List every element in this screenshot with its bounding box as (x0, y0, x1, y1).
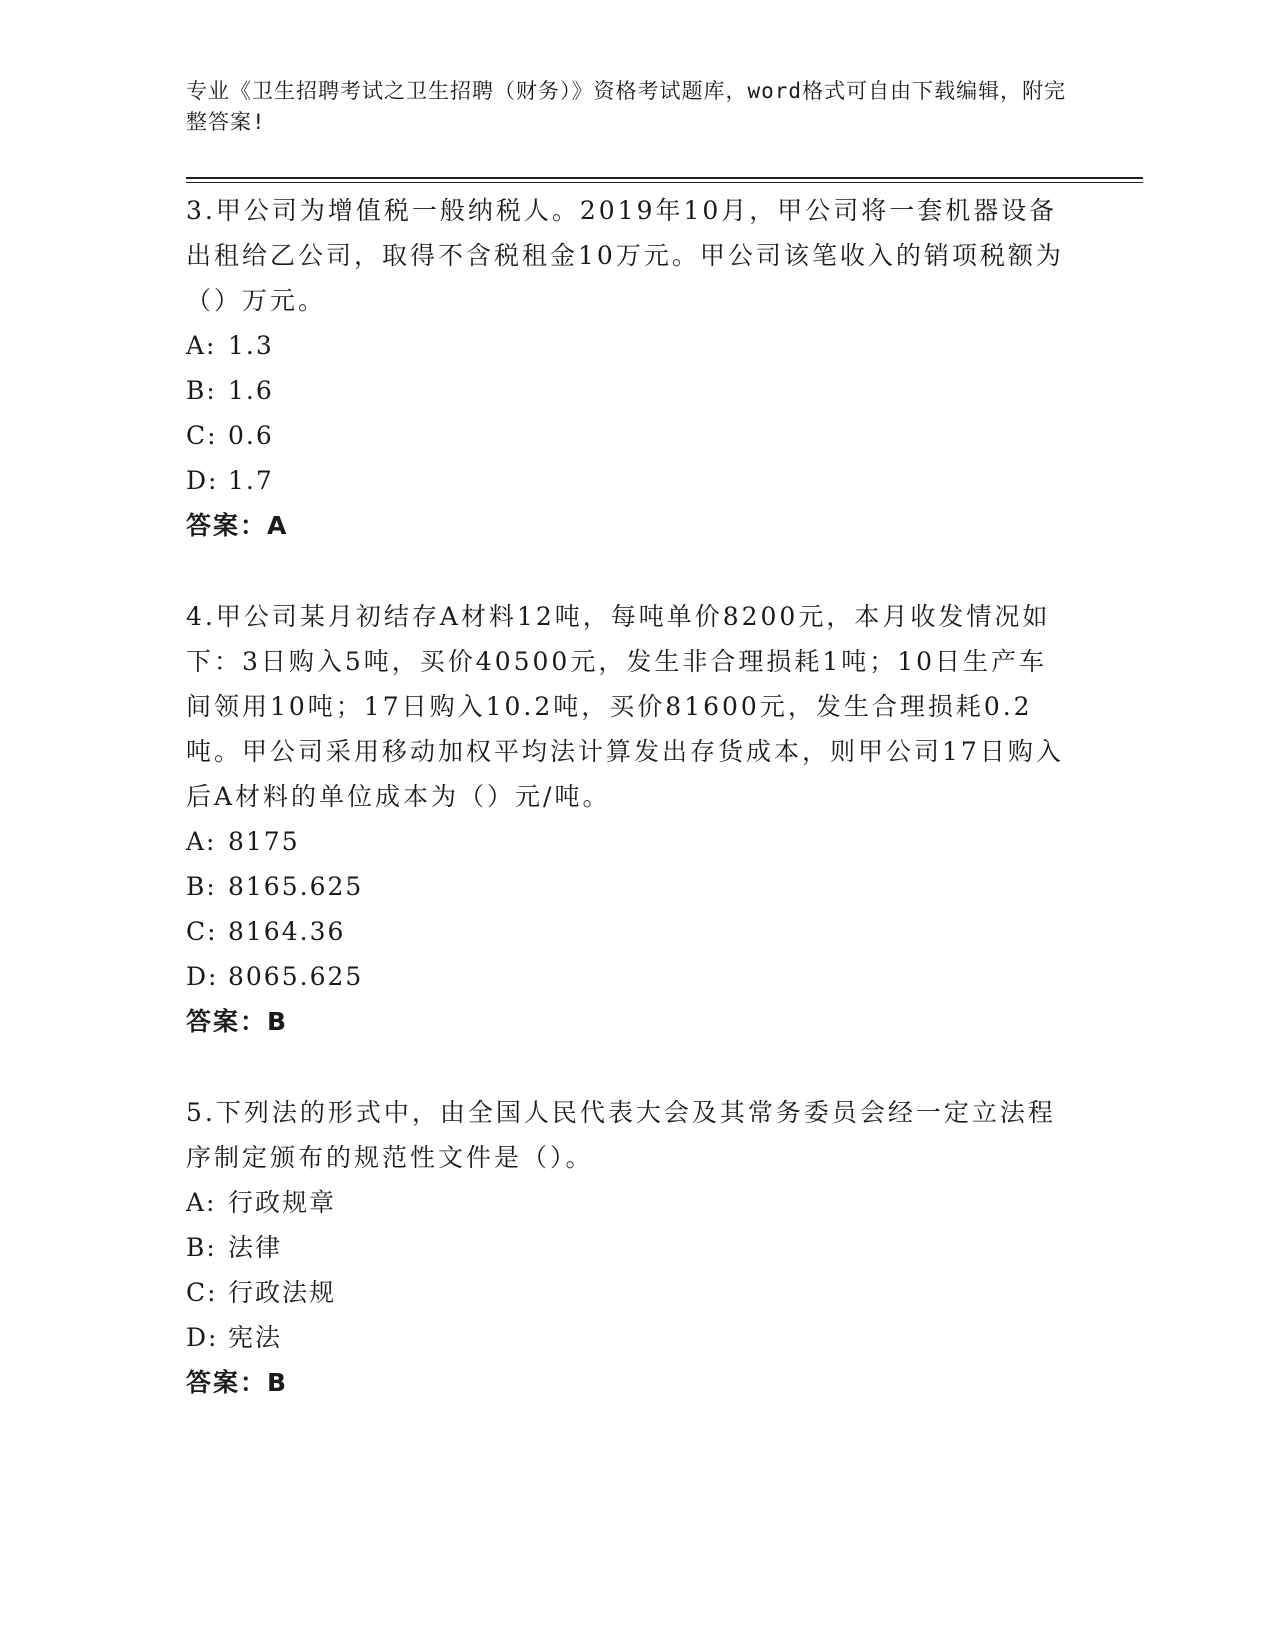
question-5 (186, 1090, 1066, 1405)
header-divider-thin (186, 182, 1143, 183)
option-letter: D: (186, 962, 219, 991)
option-text: 1.3 (228, 331, 274, 360)
answer-line: 答案：B (186, 1368, 289, 1397)
option-a (186, 819, 1066, 864)
option-letter: D: (186, 466, 219, 495)
question-list (186, 188, 1066, 1451)
option-text: 8065.625 (228, 962, 364, 991)
option-letter: B: (186, 1233, 217, 1262)
option-text: 8164.36 (228, 917, 346, 946)
option-text: 0.6 (228, 421, 274, 450)
header-divider-thick (186, 177, 1143, 179)
question-4 (186, 594, 1066, 1044)
option-text: 8175 (228, 827, 300, 856)
question-stem: 4.甲公司某月初结存A材料12吨，每吨单价8200元，本月收发情况如下：3日购入5吨，买价40500元，发生非合理损耗1吨；10日生产车间领用10吨；17日购入10.2吨，买价81600元，发生合理损耗0.2吨。甲公司采用移动加权平均法计算发出存货成本，则甲公司17日购入后A材料的单位成本为（）元/吨。 (186, 602, 1064, 811)
option-text: 法律 (228, 1233, 283, 1262)
option-letter: A: (186, 331, 217, 360)
option-letter: C: (186, 1278, 218, 1307)
option-text: 行政规章 (228, 1188, 337, 1217)
option-d (186, 954, 1066, 999)
answer-line: 答案：B (186, 1007, 289, 1036)
option-c (186, 413, 1066, 458)
document-header: 专业《卫生招聘考试之卫生招聘（财务）》资格考试题库，word格式可自由下载编辑，附完整答案! (186, 79, 1067, 134)
option-a (186, 1180, 1066, 1225)
option-b (186, 864, 1066, 909)
option-letter: A: (186, 827, 217, 856)
option-letter: D: (186, 1323, 219, 1352)
option-letter: C: (186, 421, 218, 450)
option-c (186, 1270, 1066, 1315)
option-b (186, 368, 1066, 413)
question-stem: 5.下列法的形式中，由全国人民代表大会及其常务委员会经一定立法程序制定颁布的规范性文件是（）。 (186, 1098, 1056, 1172)
question-stem: 3.甲公司为增值税一般纳税人。2019年10月，甲公司将一套机器设备出租给乙公司，取得不含税租金10万元。甲公司该笔收入的销项税额为（）万元。 (186, 196, 1064, 315)
option-letter: A: (186, 1188, 217, 1217)
option-d (186, 1315, 1066, 1360)
option-text: 8165.625 (228, 872, 364, 901)
option-letter: B: (186, 872, 217, 901)
option-text: 1.7 (228, 466, 274, 495)
option-letter: C: (186, 917, 218, 946)
option-text: 1.6 (228, 376, 274, 405)
option-c (186, 909, 1066, 954)
option-a (186, 323, 1066, 368)
option-text: 行政法规 (228, 1278, 337, 1307)
option-text: 宪法 (228, 1323, 283, 1352)
question-3 (186, 188, 1066, 548)
option-b (186, 1225, 1066, 1270)
option-letter: B: (186, 376, 217, 405)
option-d (186, 458, 1066, 503)
answer-line: 答案：A (186, 511, 289, 540)
